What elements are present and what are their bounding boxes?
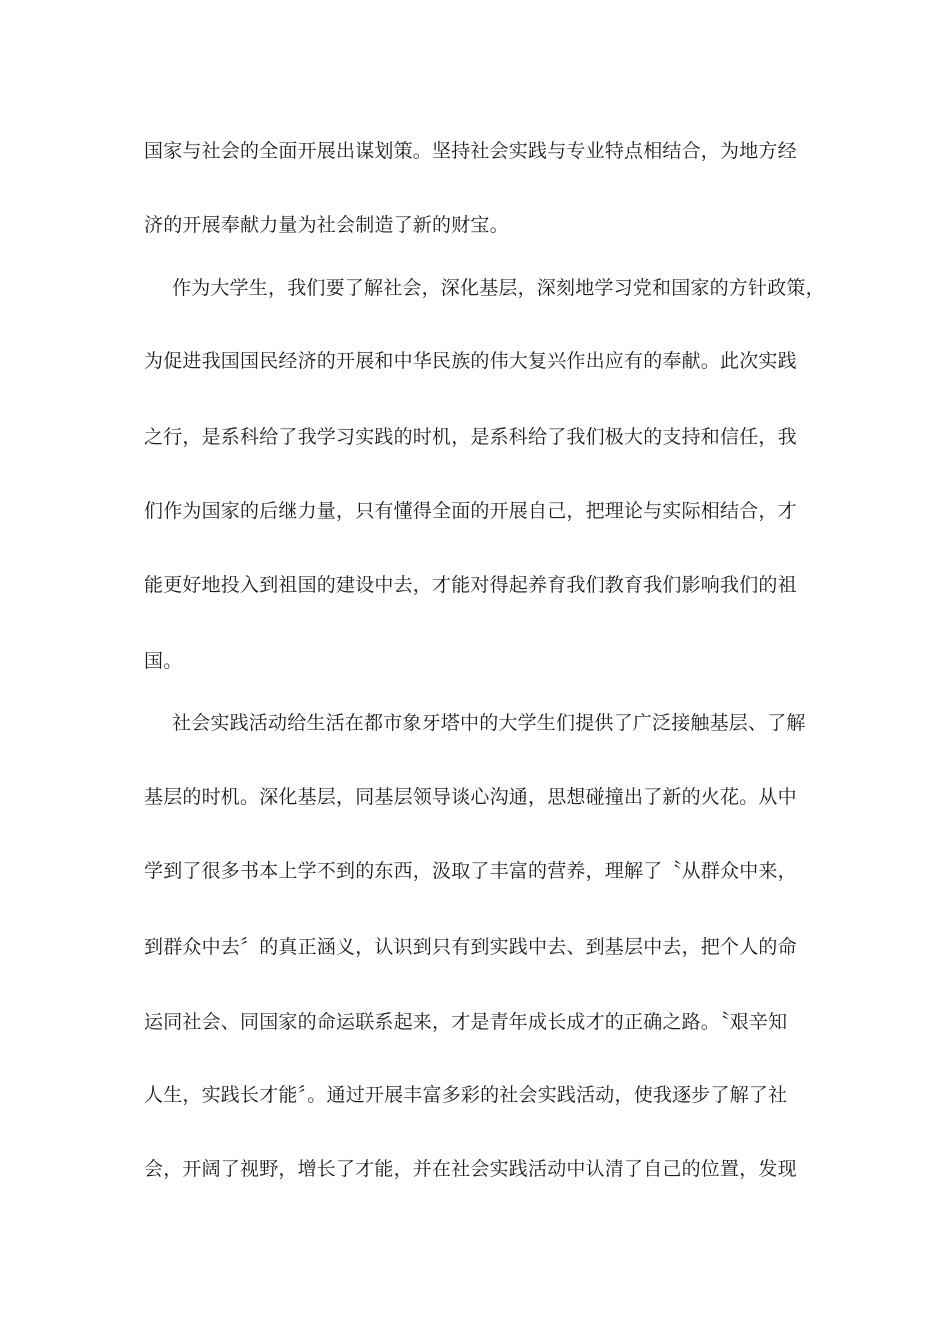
text-line-2: 济的开展奉献力量为社会制造了新的财宝。: [144, 214, 509, 236]
text-line-7: 能更好地投入到祖国的建设中去，才能对得起养育我们教育我们影响我们的祖: [144, 574, 797, 596]
text-line-13: 运同社会、同国家的命运联系起来，才是青年成长成才的正确之路。〝艰辛知: [144, 1011, 788, 1033]
text-line-5: 之行，是系科给了我学习实践的时机，是系科给了我们极大的支持和信任，我: [144, 426, 797, 448]
text-line-8: 国。: [144, 650, 183, 672]
text-line-11: 学到了很多书本上学不到的东西，汲取了丰富的营养，理解了〝从群众中来，: [144, 860, 797, 882]
text-line-3: 作为大学生，我们要了解社会，深化基层，深刻地学习党和国家的方针政策，: [172, 277, 825, 299]
text-line-10: 基层的时机。深化基层，同基层领导谈心沟通，思想碰撞出了新的火花。从中: [144, 786, 797, 808]
text-line-4: 为促进我国国民经济的开展和中华民族的伟大复兴作出应有的奉献。此次实践: [144, 350, 797, 372]
text-line-9: 社会实践活动给生活在都市象牙塔中的大学生们提供了广泛接触基层、了解: [172, 712, 806, 734]
text-line-15: 会，开阔了视野，增长了才能，并在社会实践活动中认清了自己的位置，发现: [144, 1158, 797, 1180]
text-line-1: 国家与社会的全面开展出谋划策。坚持社会实践与专业特点相结合，为地方经: [144, 140, 797, 162]
text-line-14: 人生，实践长才能〞。通过开展丰富多彩的社会实践活动，使我逐步了解了社: [144, 1084, 788, 1106]
text-line-6: 们作为国家的后继力量，只有懂得全面的开展自己，把理论与实际相结合，才: [144, 500, 797, 522]
text-line-12: 到群众中去〞的真正涵义，认识到只有到实践中去、到基层中去，把个人的命: [144, 936, 797, 958]
